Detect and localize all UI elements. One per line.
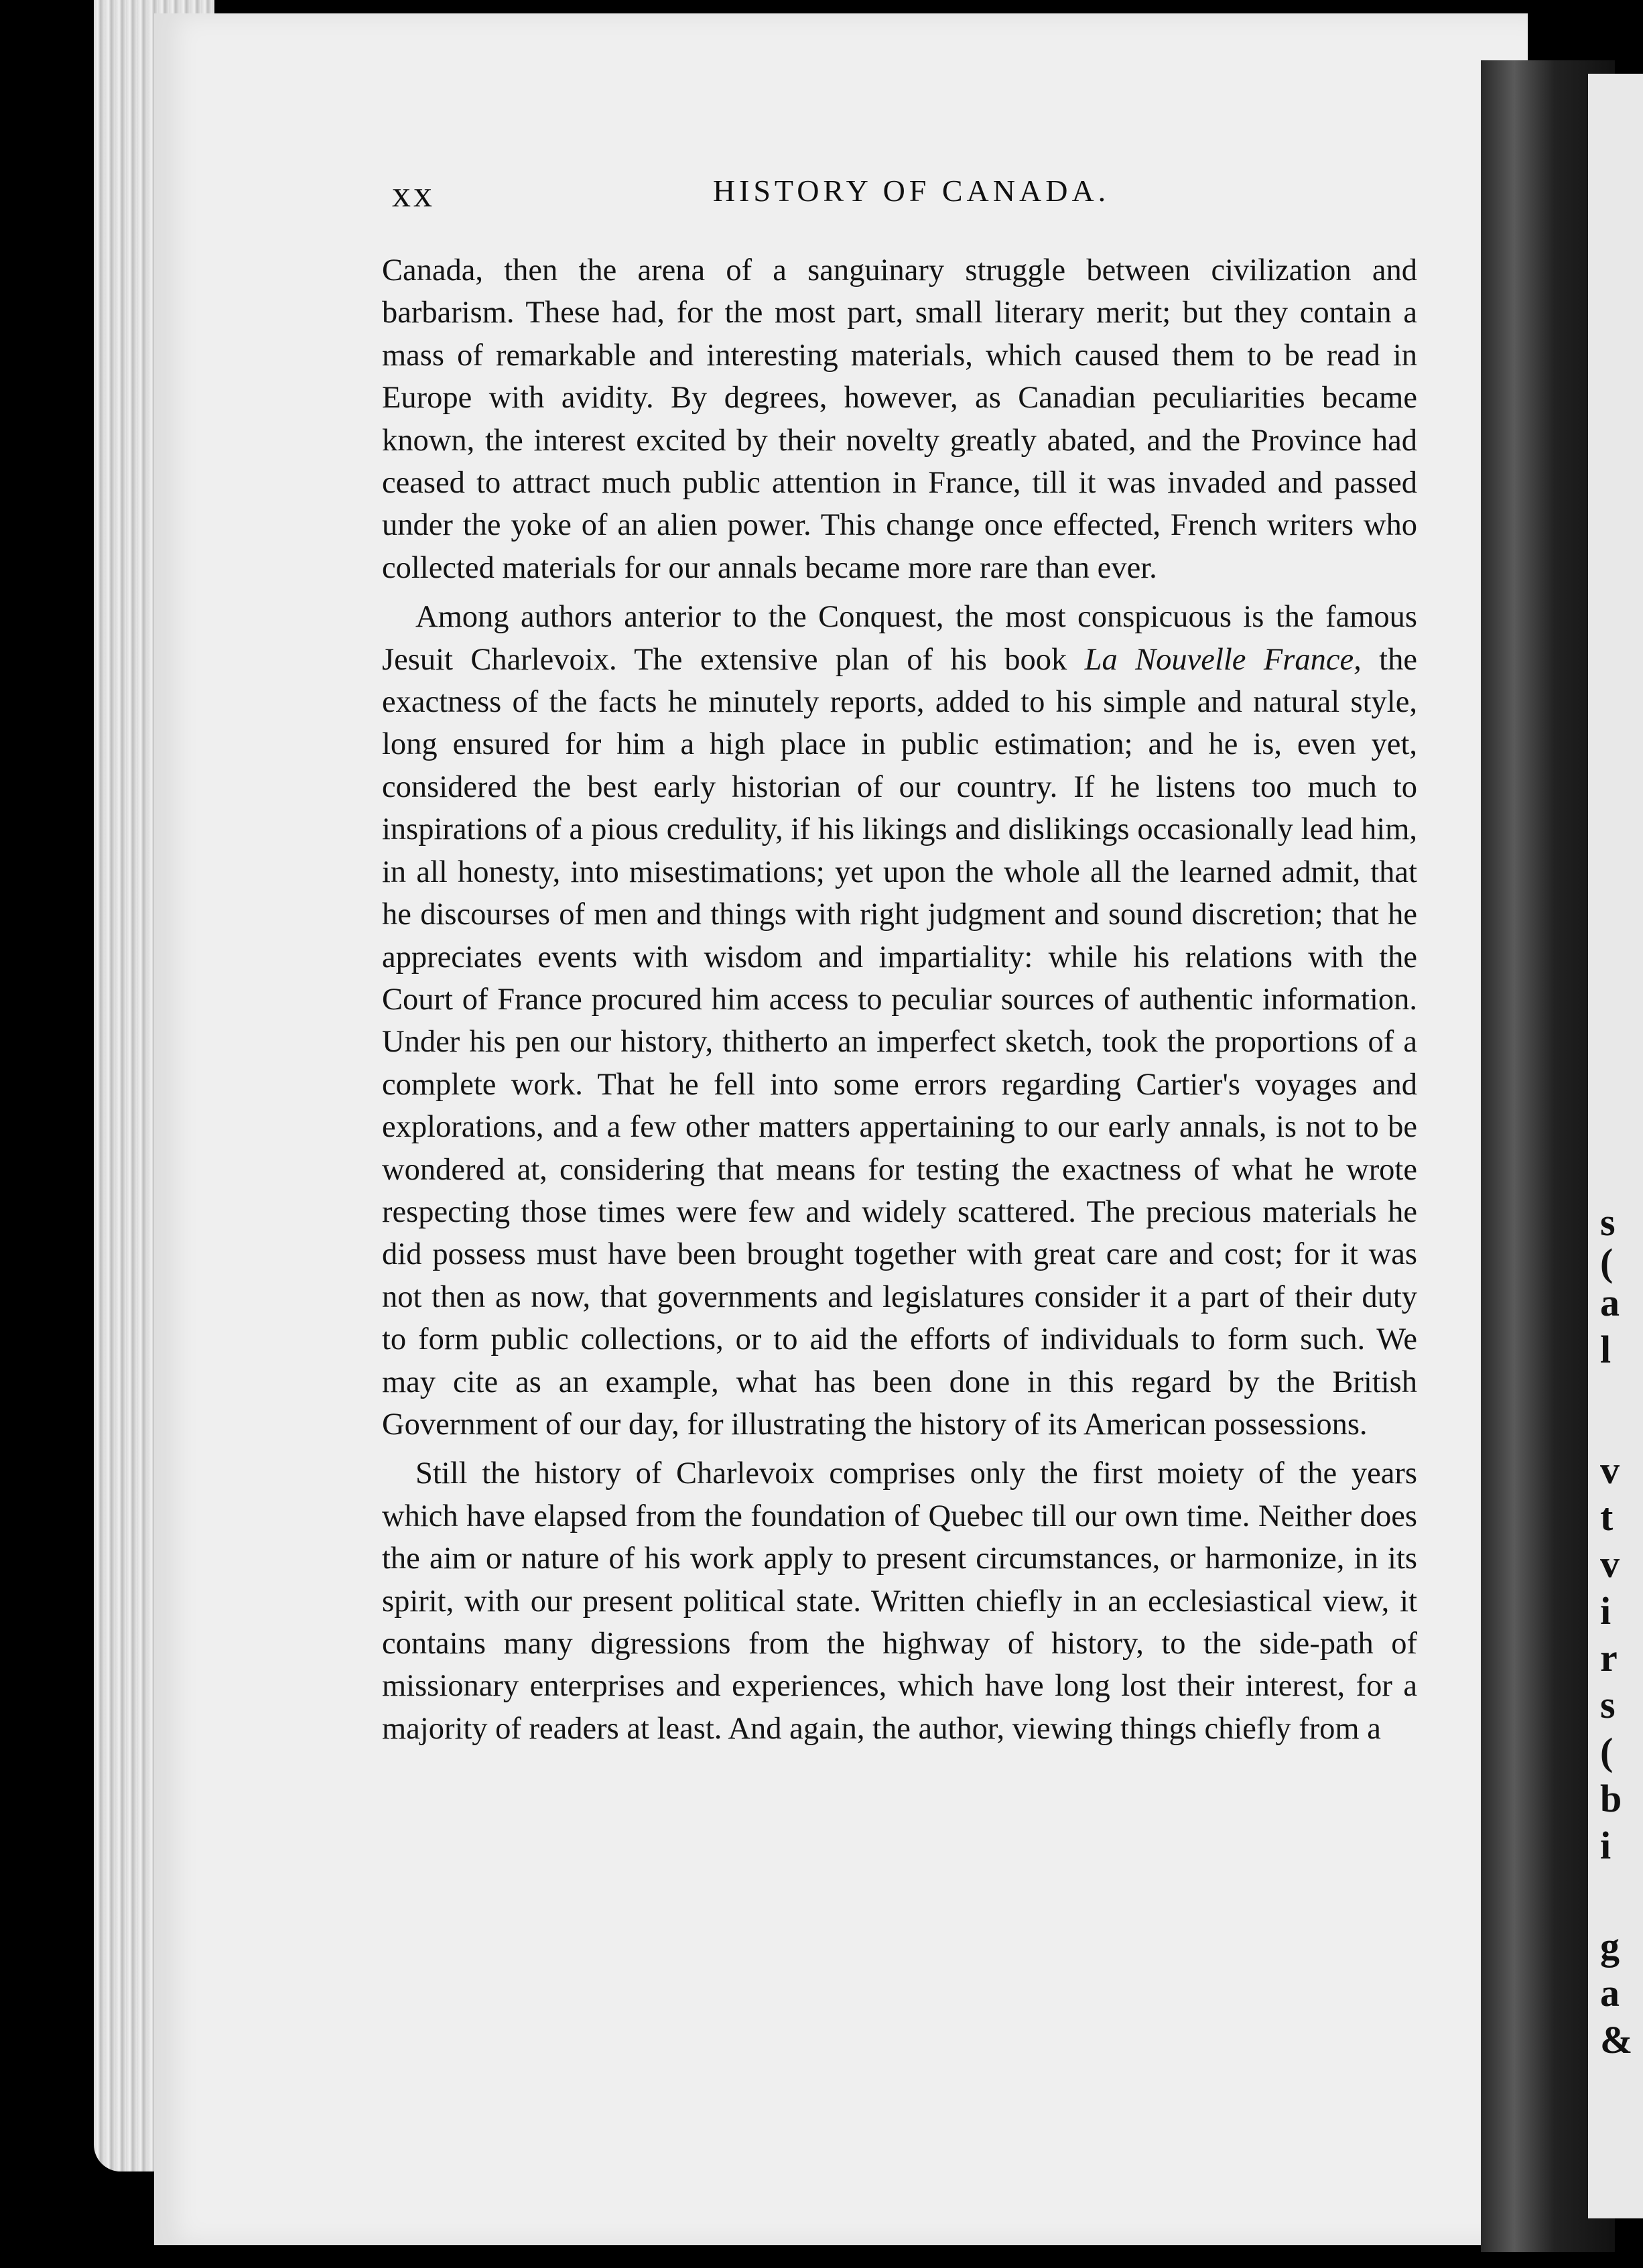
paragraph: Still the history of Charlevoix comprises only the first moiety of the years which have elapsed from the foundation of Quebec till our own time. Neither does the aim or nature of his work apply to present circumstances, or harmonize, in its spirit, with our present political state. Written chiefly in an ecclesiastical view, it contains many digressions from the highway of history, to the side-path of missionary enterprises and experiences, which have long lost their interest, for a majority of readers at least. And again, the author, viewing things chiefly from a (382, 1456, 1417, 1746)
paragraph: Canada, then the arena of a sanguinary struggle between civilization and barbarism. These had, for the most part, small literary merit; but they contain a mass of remarkable and interesting materials, which caused them to be read in Europe with avidity. By degrees, however, as Canadian peculiarities became known, the interest excited by their novelty greatly abated, and the Province had ceased to attract much public attention in France, till it was invaded and passed under the yoke of an alien power. This change once effected, French writers who collected materials for our annals became more rare than ever. (382, 253, 1417, 585)
adjacent-fragment: b (1600, 1777, 1622, 1820)
adjacent-fragment: & (1600, 2018, 1633, 2062)
adjacent-fragment: v (1600, 1448, 1620, 1492)
running-title: HISTORY OF CANADA. (712, 174, 1110, 208)
adjacent-fragment: g (1600, 1924, 1620, 1968)
paragraph-text: the exactness of the facts he minutely reports, added to his simple and natural style, long ensured for him a high place in public estimation; and he is, even yet, considered the best early historian of our country. If he listens too much to inspirations of a pious credulity, if his likings and dislikings occasionally lead him, in all honesty, into misestimations; yet upon the whole all the learned admit, that he discourses of men and things with right judgment and sound discretion; that he appreciates events with wisdom and impartiality: while his relations with the Court of France procured him access to peculiar sources of authentic information. Under his pen our history, thitherto an imperfect sketch, took the proportions of a complete work. That he fell into some errors regarding Cartier's voyages and explorations, and a few other matters appertaining to our early annals, is not to be wondered at, considering that means for testing the exactness of what he wrote respecting those times were few and widely scattered. The precious materials he did possess must have been brought together with great care and cost; for it was not then as now, that governments and legislatures consider it a part of their duty to form public collections, or to aid the efforts of individuals to form such. We may cite as an example, what has been done in this regard by the British Government of our day, for illustrating the history of its American possessions. (382, 642, 1417, 1442)
adjacent-fragment: t (1600, 1495, 1614, 1539)
adjacent-fragment: a (1600, 1971, 1620, 2015)
adjacent-fragment: l (1600, 1328, 1612, 1371)
adjacent-page-sliver (1588, 74, 1643, 2218)
adjacent-fragment: s (1600, 1683, 1616, 1726)
adjacent-fragment: s (1600, 1200, 1616, 1244)
adjacent-fragment: ( (1600, 1241, 1614, 1284)
book-title: La Nouvelle France, (1084, 642, 1362, 677)
page-header (392, 173, 1404, 227)
adjacent-fragment: v (1600, 1542, 1620, 1586)
adjacent-fragment: a (1600, 1281, 1620, 1324)
paragraph-charlevoix (382, 596, 1417, 1446)
adjacent-fragment: i (1600, 1824, 1612, 1867)
adjacent-fragment: i (1600, 1589, 1612, 1633)
adjacent-fragment: r (1600, 1636, 1618, 1680)
paragraph-text: Among authors anterior to the Conquest, the most conspicuous is the famous Jesuit Charlevoix. The extensive plan of his book (382, 600, 1417, 677)
page-number: xx (392, 174, 435, 215)
adjacent-fragment: ( (1600, 1730, 1614, 1773)
body-text (382, 249, 1417, 1750)
